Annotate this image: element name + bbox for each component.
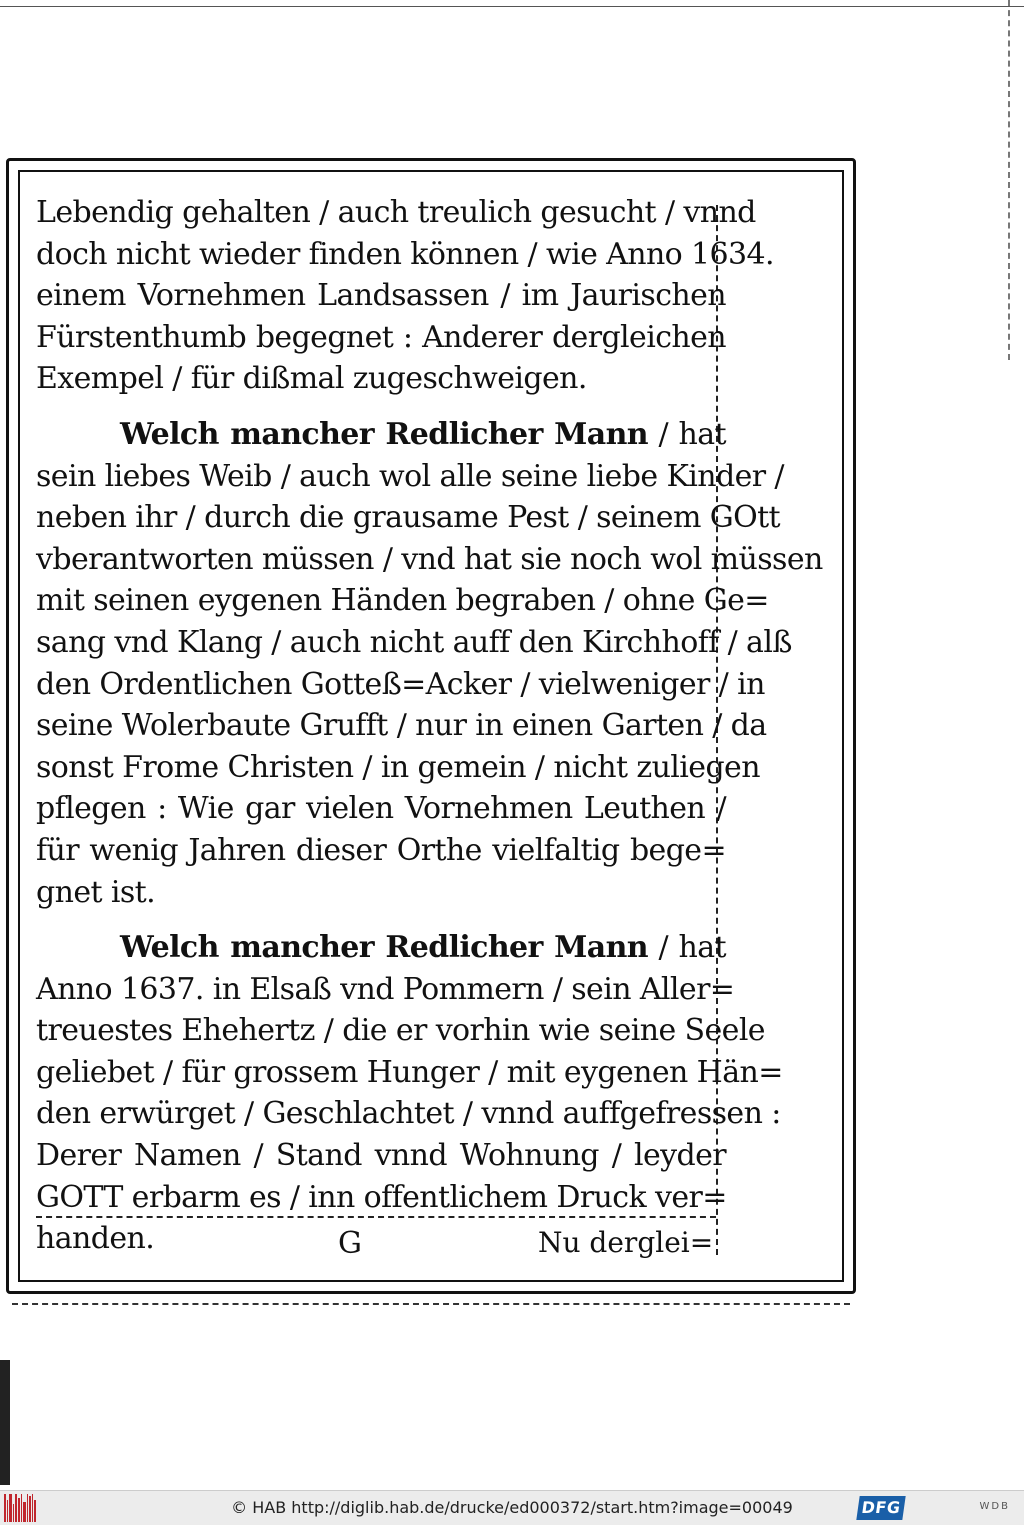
text-line [36, 317, 726, 359]
line-text: / hat [648, 416, 726, 452]
text-line [36, 927, 726, 969]
text-line [36, 1135, 726, 1177]
text-line [36, 1052, 783, 1094]
scan-edge-shadow [0, 1360, 10, 1485]
line-text: mit seinen eygenen Händen begraben / ohne Ge= [36, 583, 769, 619]
signature-mark: G [338, 1226, 362, 1261]
text-line [36, 414, 726, 456]
emphasis-text: Welch mancher Redlicher Mann [120, 416, 649, 452]
text-line [36, 622, 792, 664]
wdb-mark: WDB [979, 1501, 1010, 1512]
text-line [36, 872, 726, 914]
line-text: treuestes Ehehertz / die er vorhin wie seine Seele [36, 1013, 765, 1049]
footer-credit-link[interactable]: © HAB http://diglib.hab.de/drucke/ed000372/start.htm?image=00049 [231, 1498, 793, 1517]
text-line [36, 358, 726, 400]
text-line [36, 539, 823, 581]
line-text: seine Wolerbaute Grufft / nur in einen Garten / da [36, 708, 767, 744]
paragraph-gap [36, 400, 726, 414]
line-text: doch nicht wieder finden können / wie Anno 1634. [36, 236, 774, 272]
text-line [36, 664, 765, 706]
text-line [36, 1093, 781, 1135]
text-line [36, 580, 769, 622]
line-text: geliebet / für grossem Hunger / mit eygenen Hän= [36, 1054, 783, 1090]
text-line [36, 788, 726, 830]
dfg-logo[interactable]: DFG [856, 1496, 905, 1520]
line-text: sein liebes Weib / auch wol alle seine liebe Kinder / [36, 458, 784, 494]
body-text [36, 192, 823, 1260]
line-text: gnet ist. [36, 874, 156, 910]
line-text: neben ihr / durch die grausame Pest / seinem GOtt [36, 500, 781, 536]
text-line [36, 192, 756, 234]
emphasis-text: Welch mancher Redlicher Mann [120, 930, 649, 966]
line-text: vberantworten müssen / vnd hat sie noch wol müssen [36, 541, 823, 577]
text-line [36, 275, 726, 317]
text-line [36, 1177, 726, 1219]
text-line [36, 497, 781, 539]
line-text: Exempel / für dißmal zugeschweigen. [36, 361, 587, 397]
catchword-rule [36, 1216, 716, 1218]
text-line [36, 830, 726, 872]
page-frame-bottom-rule [12, 1303, 850, 1305]
paragraph-gap [36, 913, 726, 927]
line-text: sang vnd Klang / auch nicht auff den Kirchhoff / alß [36, 624, 792, 660]
line-text: Derer Namen / Stand vnnd Wohnung / leyder [36, 1138, 726, 1174]
scan-edge-line [0, 6, 1024, 7]
line-text: handen. [36, 1221, 155, 1257]
text-line [36, 234, 774, 276]
line-text: den Ordentlichen Gotteß=Acker / vielweniger / in [36, 666, 765, 702]
line-text: Anno 1637. in Elsaß vnd Pommern / sein Aller= [36, 971, 735, 1007]
line-text: Lebendig gehalten / auch treulich gesucht / vnnd [36, 195, 756, 230]
scan-edge-rule [1008, 0, 1010, 360]
line-text: pflegen : Wie gar vielen Vornehmen Leuthen / [36, 791, 726, 827]
line-text: GOTT erbarm es / inn offentlichem Druck ver= [36, 1179, 727, 1215]
text-line [36, 969, 735, 1011]
line-text: einem Vornehmen Landsassen / im Jaurischen [36, 278, 726, 314]
line-text: Fürstenthumb begegnet : Anderer dergleichen [36, 319, 726, 355]
text-line [36, 705, 767, 747]
line-text: den erwürget / Geschlachtet / vnnd auffgefressen : [36, 1096, 781, 1132]
text-line [36, 456, 784, 498]
viewer-footer [0, 1490, 1024, 1525]
text-line [36, 1010, 765, 1052]
catchword: Nu derglei= [538, 1226, 714, 1259]
text-line [36, 747, 760, 789]
line-text: sonst Frome Christen / in gemein / nicht zuliegen [36, 749, 760, 785]
line-text: für wenig Jahren dieser Orthe vielfaltig bege= [36, 832, 726, 868]
line-text: / hat [648, 930, 726, 966]
